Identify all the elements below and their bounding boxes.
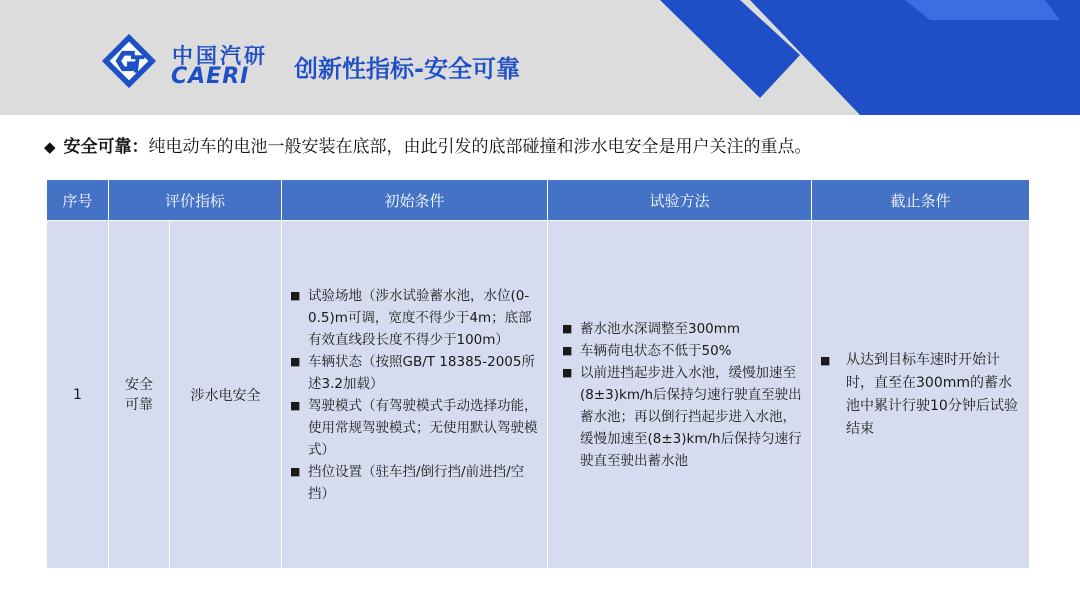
logo-name-en: CAERI — [171, 64, 250, 89]
intro-statement — [44, 132, 812, 157]
diamond-bullet-icon: ◆ — [44, 138, 56, 156]
header-indicator: 评价指标 — [109, 180, 282, 221]
evaluation-table — [46, 179, 1030, 569]
intro-lead: 安全可靠： — [63, 137, 149, 157]
table-row — [47, 221, 1030, 569]
list-item: ■ 蓄水池水深调整至300mm — [562, 318, 807, 340]
list-item: ■ 挡位设置（驻车挡/倒行挡/前进挡/空挡） — [290, 461, 543, 505]
header-decoration — [0, 0, 1080, 115]
header-end-conditions: 截止条件 — [812, 180, 1030, 221]
cell-index: 1 — [47, 221, 109, 569]
cell-initial-conditions — [282, 221, 548, 569]
page-title: 创新性指标-安全可靠 — [294, 55, 520, 83]
cell-test-methods — [548, 221, 812, 569]
intro-text: 纯电动车的电池一般安装在底部，由此引发的底部碰撞和涉水电安全是用户关注的重点。 — [148, 137, 812, 157]
table-header-row — [47, 180, 1030, 221]
header-test-method: 试验方法 — [548, 180, 812, 221]
list-item: ■ 试验场地（涉水试验蓄水池，水位(0-0.5)m可调，宽度不得少于4m；底部有效直线段长度不得少于100m） — [290, 285, 543, 351]
list-item: ■ 从达到目标车速时开始计时，直至在300mm的蓄水池中累计行驶10分钟后试验结束 — [820, 349, 1025, 441]
cell-category: 安全 可靠 — [109, 221, 170, 569]
list-item: ■ 驾驶模式（有驾驶模式手动选择功能，使用常规驾驶模式；无使用默认驾驶模式） — [290, 395, 543, 461]
list-item: ■ 车辆荷电状态不低于50% — [562, 340, 807, 362]
cell-end-conditions — [812, 221, 1030, 569]
cell-indicator: 涉水电安全 — [170, 221, 282, 569]
header-index: 序号 — [47, 180, 109, 221]
list-item: ■ 以前进挡起步进入水池，缓慢加速至(8±3)km/h后保持匀速行驶直至驶出蓄水池；再以倒行挡起步进入水池，缓慢加速至(8±3)km/h后保持匀速行驶直至驶出蓄水池 — [562, 362, 807, 472]
list-item: ■ 车辆状态（按照GB/T 18385-2005所述3.2加载） — [290, 351, 543, 395]
header-initial-conditions: 初始条件 — [282, 180, 548, 221]
logo-name-cn: 中国汽研 — [172, 44, 268, 68]
caeri-logo-icon — [100, 32, 158, 90]
header-bar — [0, 0, 1080, 115]
